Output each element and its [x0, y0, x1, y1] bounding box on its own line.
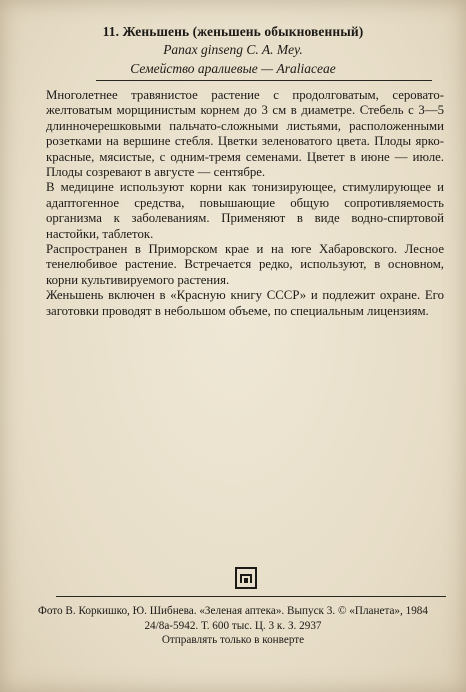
header-divider	[96, 80, 432, 81]
imprint-credits: Фото В. Коркишко, Ю. Шибнева. «Зеленая аптека». Выпуск 3. © «Планета», 1984	[37, 605, 428, 617]
description-paragraph: Распространен в Приморском крае и на юге Хабаровского. Лесное тенелюбивое растение. Встречается редко, используют, в основном, корни культивируемого растения.	[46, 242, 444, 287]
description-paragraph: Женьшень включен в «Красную книгу СССР» и подлежит охране. Его заготовки проводят в небольшом объеме, по специальным лицензиям.	[46, 288, 444, 318]
latin-name: Panax ginseng C. A. Mey.	[163, 42, 303, 57]
imprint-mailing-note: Отправлять только в конверте	[161, 634, 305, 646]
imprint	[0, 604, 466, 648]
plant-family: Семейство аралиевые — Araliaceae	[130, 61, 336, 76]
description-paragraph: В медицине используют корни как тонизирующее, стимулирующее и адаптогенное средства, повышающие общую сопротивляемость организма к заболеваниям. Применяют в виде водно-спиртовой настойки, таблеток.	[46, 180, 444, 241]
description	[46, 88, 444, 319]
plant-title: 11. Женьшень (женьшень обыкновенный)	[102, 24, 364, 39]
logo-dot	[244, 578, 248, 583]
footer-divider	[56, 596, 446, 597]
description-paragraph: Многолетнее травянистое растение с продолговатым, серовато-желтоватым морщинистым корнем до 3 см в диаметре. Стебель с 3—5 длинночерешковыми пальчато-сложными листьями, расположенными розетками на вершине стебля. Цветки зеленоватого цвета. Плоды ярко-красные, мясистые, с одним-тремя семенами. Цветет в июне — июле. Плоды созревают в августе — сентябре.	[46, 88, 444, 180]
publisher-logo-icon	[235, 567, 257, 589]
imprint-print-info: 24/8а-5942. Т. 600 тыс. Ц. 3 к. З. 2937	[144, 619, 322, 632]
